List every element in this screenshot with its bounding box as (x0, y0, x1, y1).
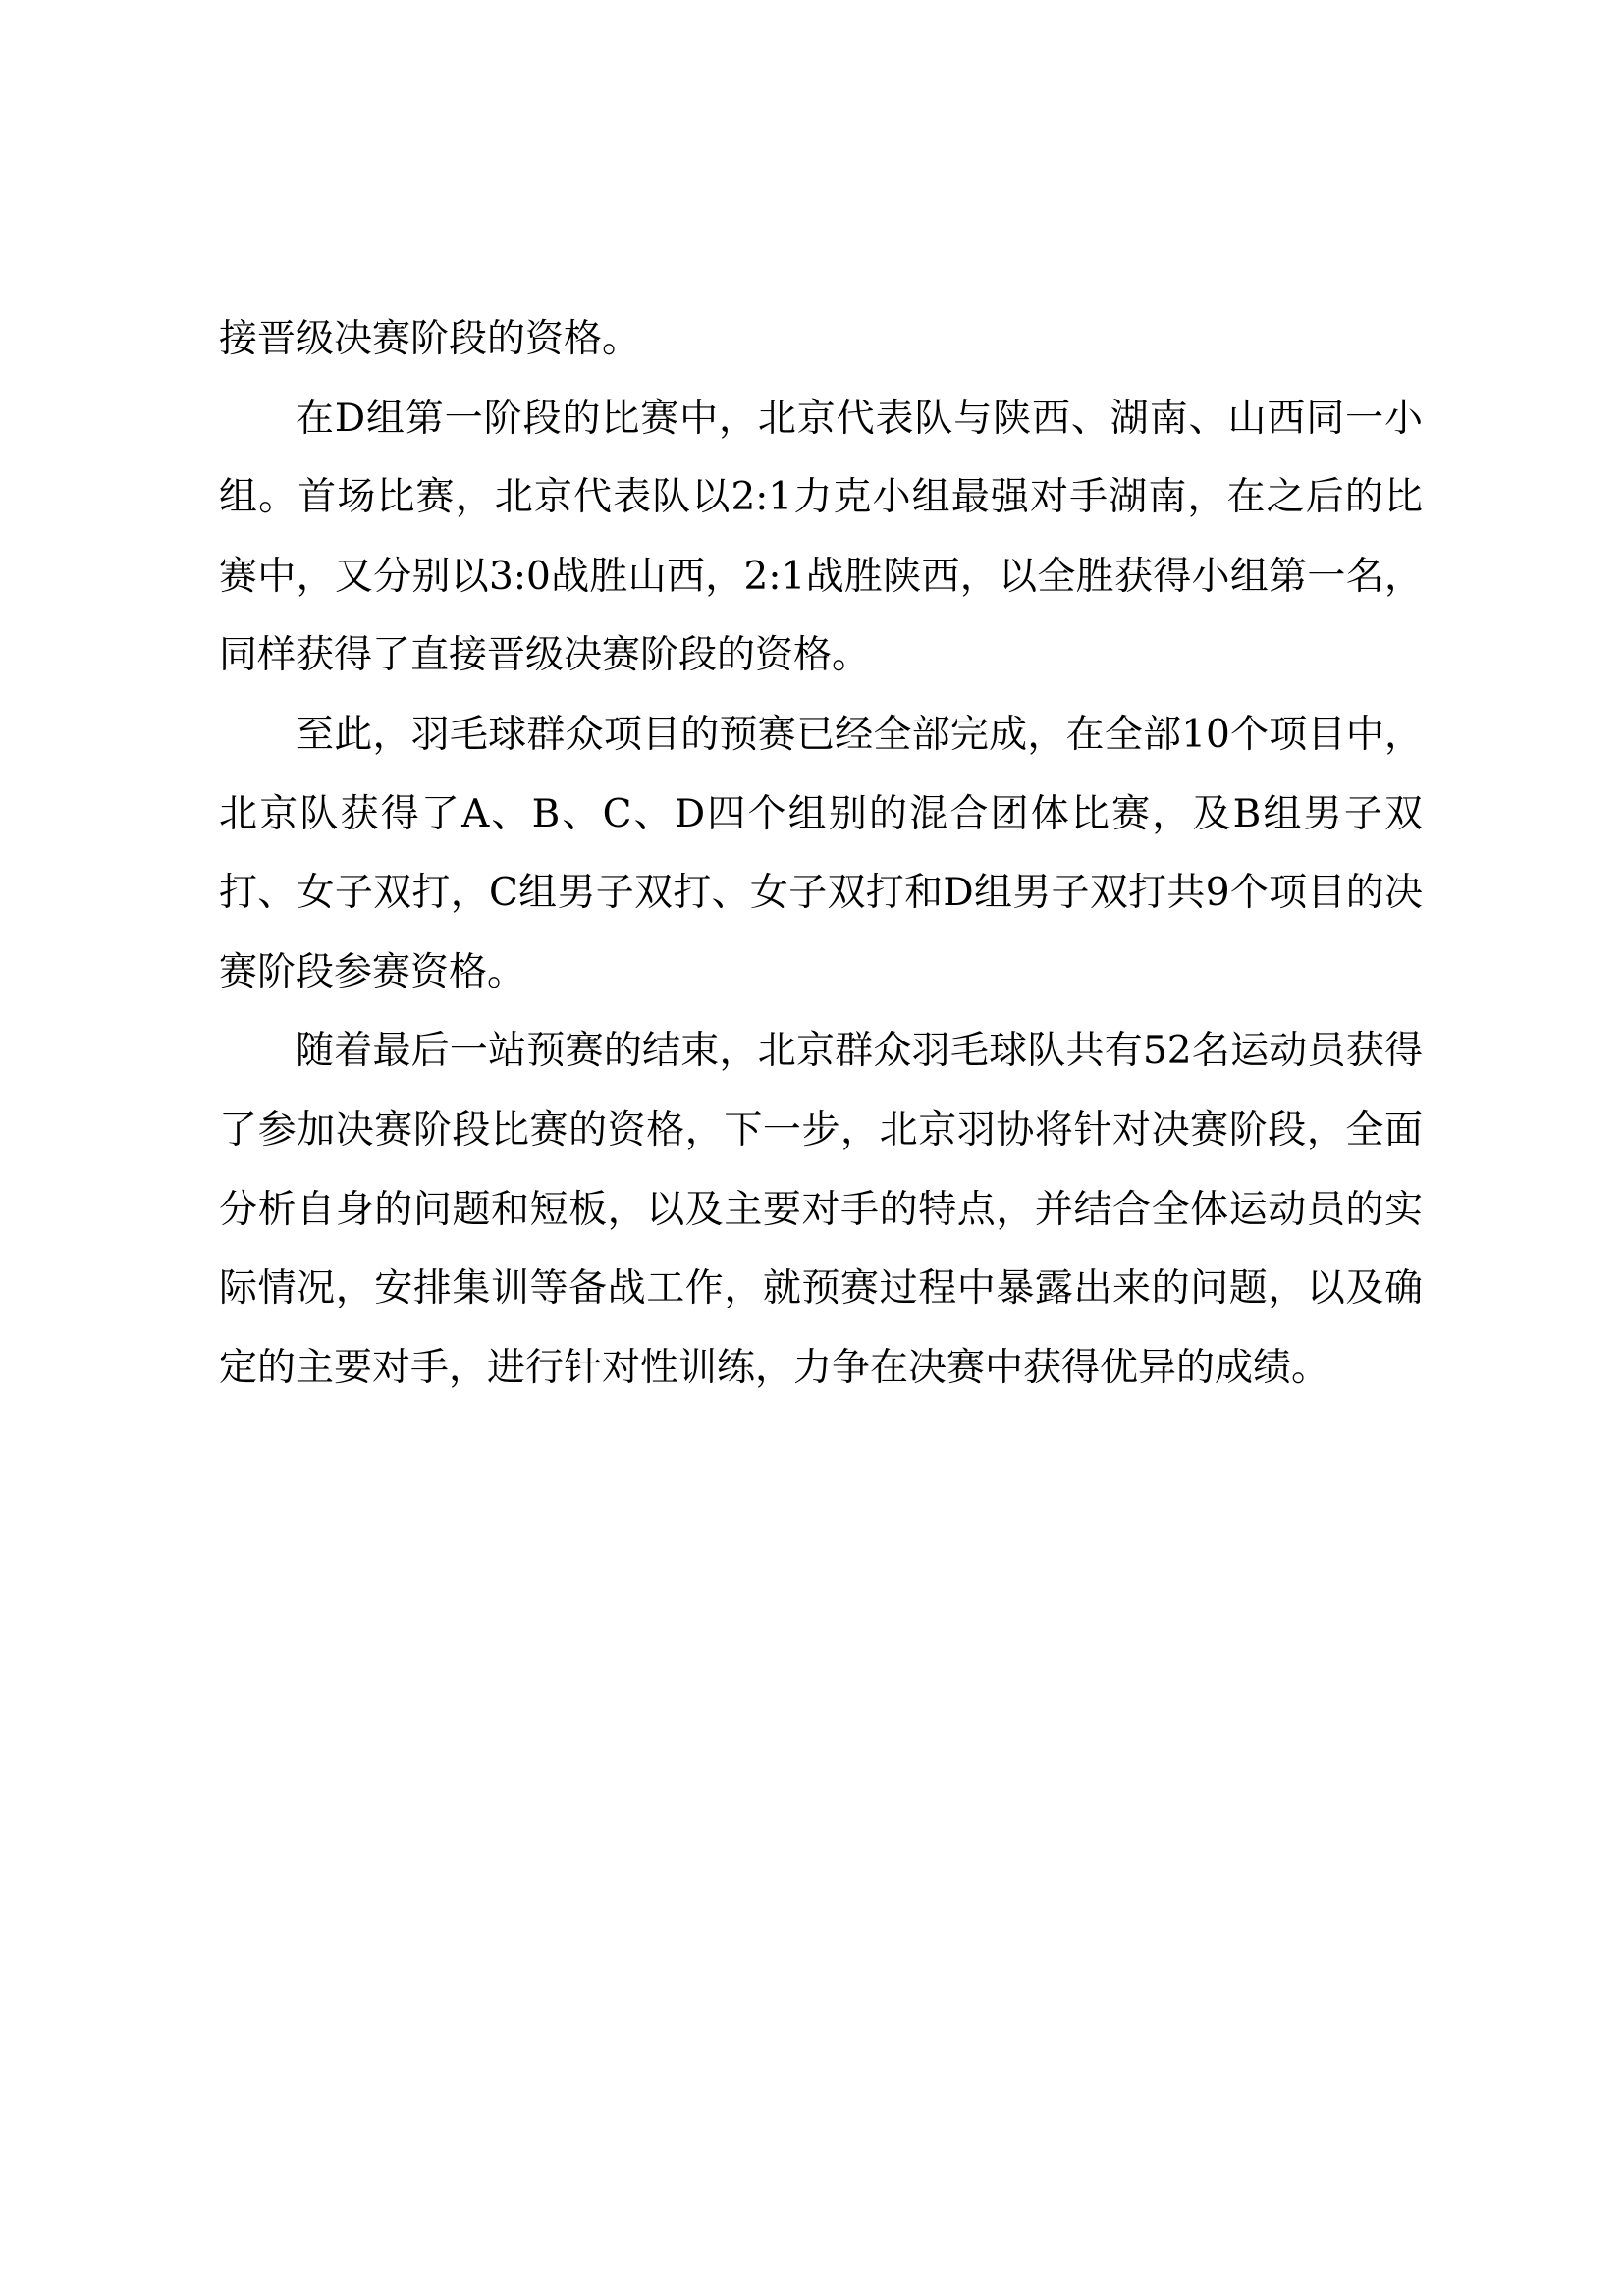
paragraph-continuation: 接晋级决赛阶段的资格。 (219, 317, 641, 361)
paragraph-next-steps: 随着最后一站预赛的结束，北京群众羽毛球队共有52名运动员获得了参加决赛阶段比赛的资格，下一步，北京羽协将针对决赛阶段，全面分析自身的问题和短板，以及主要对手的特点，并结合全体运动员的实际情况，安排集训等备战工作，就预赛过程中暴露出来的问题，以及确定的主要对手，进行针对性训练，力争在决赛中获得优异的成绩。 (219, 1029, 1423, 1390)
article-body (219, 300, 1423, 1408)
paragraph-qualification-summary: 至此，羽毛球群众项目的预赛已经全部完成，在全部10个项目中，北京队获得了A、B、C、D四个组别的混合团体比赛，及B组男子双打、女子双打，C组男子双打、女子双打和D组男子双打共9个项目的决赛阶段参赛资格。 (219, 712, 1423, 994)
paragraph-group-d-results: 在D组第一阶段的比赛中，北京代表队与陕西、湖南、山西同一小组。首场比赛，北京代表队以2:1力克小组最强对手湖南，在之后的比赛中，又分别以3:0战胜山西，2:1战胜陕西，以全胜获得小组第一名，同样获得了直接晋级决赛阶段的资格。 (219, 396, 1423, 678)
